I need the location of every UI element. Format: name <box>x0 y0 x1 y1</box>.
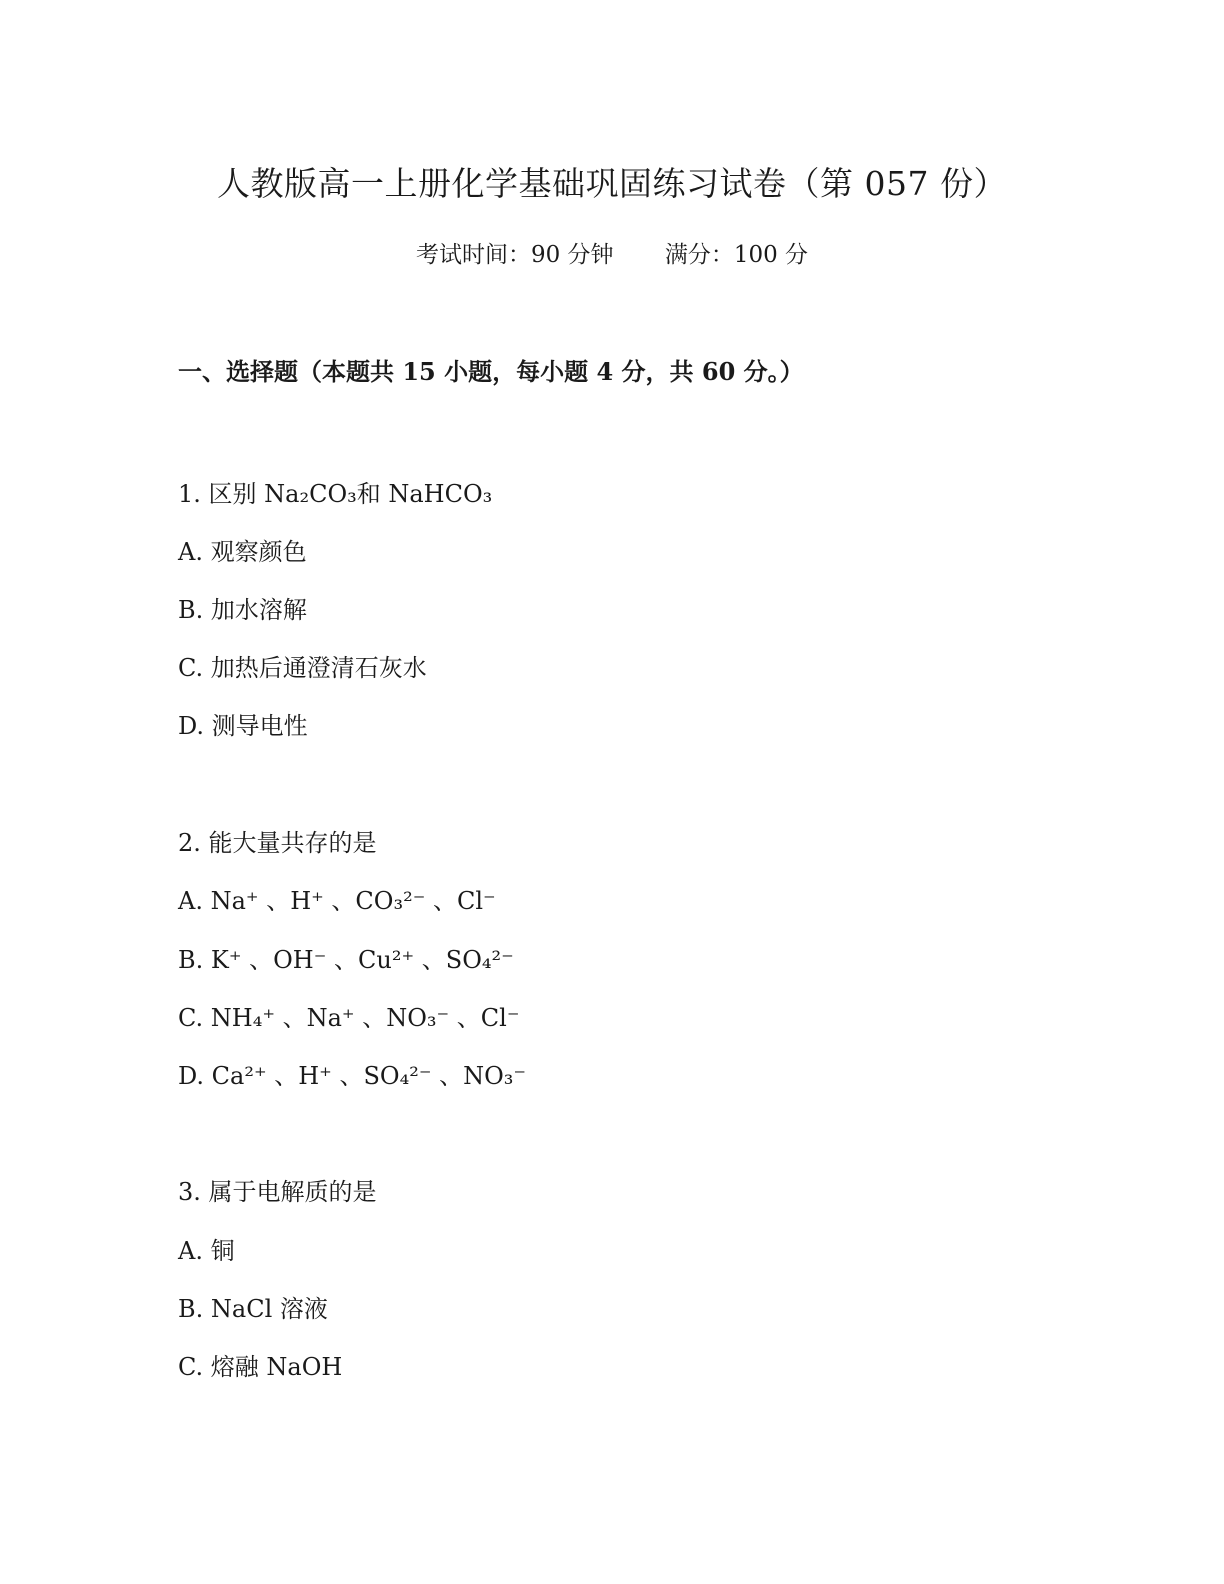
page-title: 人教版高一上册化学基础巩固练习试卷（第 057 份） <box>217 164 1007 203</box>
question-option: D. Ca²⁺ 、H⁺ 、SO₄²⁻ 、NO₃⁻ <box>178 1062 527 1090</box>
question-option: C. 熔融 NaOH <box>178 1353 343 1381</box>
section-title: 一、选择题（本题共 15 小题，每小题 4 分，共 60 分。） <box>178 357 804 386</box>
question-option: A. Na⁺ 、H⁺ 、CO₃²⁻ 、Cl⁻ <box>178 887 496 915</box>
question-option: D. 测导电性 <box>178 712 308 740</box>
question-stem: 1. 区别 Na₂CO₃和 NaHCO₃ <box>178 480 493 508</box>
question-option: B. K⁺ 、OH⁻ 、Cu²⁺ 、SO₄²⁻ <box>178 946 514 974</box>
question-option: A. 铜 <box>178 1237 235 1265</box>
exam-info <box>0 236 1224 269</box>
exam-time: 考试时间：90 分钟 <box>415 242 614 268</box>
question-stem: 3. 属于电解质的是 <box>178 1178 377 1206</box>
question-option: B. NaCl 溶液 <box>178 1295 328 1323</box>
question-option: A. 观察颜色 <box>178 538 307 566</box>
question-option: C. NH₄⁺ 、Na⁺ 、NO₃⁻ 、Cl⁻ <box>178 1004 520 1032</box>
exam-score: 满分：100 分 <box>664 242 809 268</box>
question-option: B. 加水溶解 <box>178 596 307 624</box>
question-option: C. 加热后通澄清石灰水 <box>178 654 427 682</box>
question-stem: 2. 能大量共存的是 <box>178 829 377 857</box>
